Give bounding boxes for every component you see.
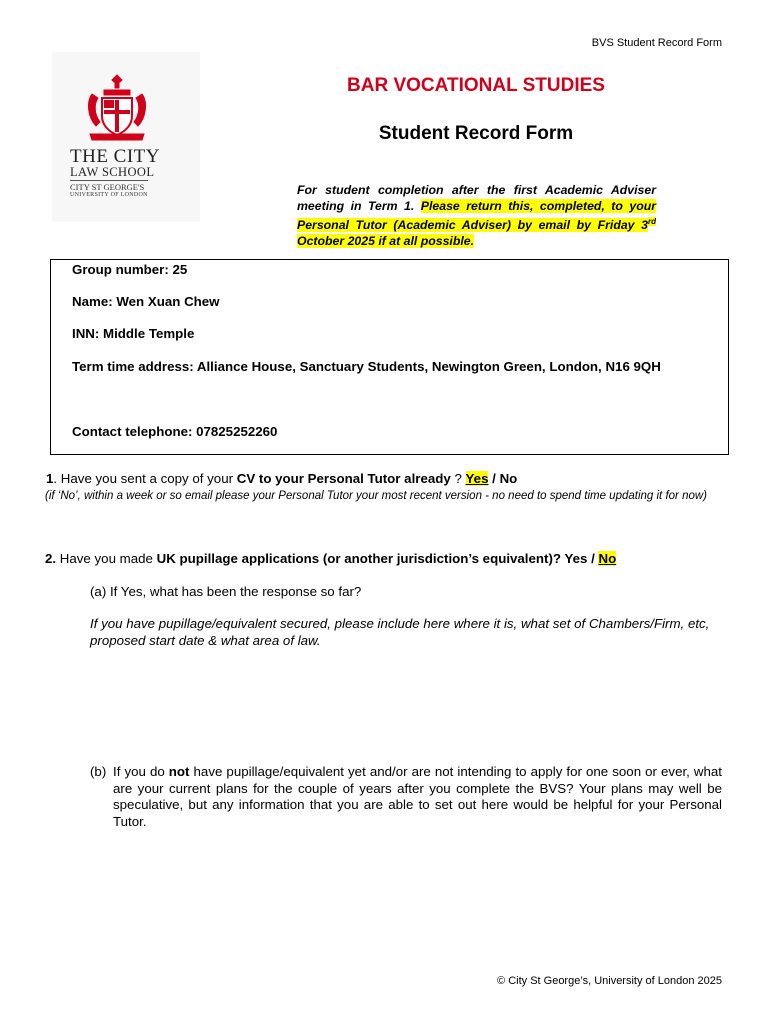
intro-highlight-b: October 2025 if at all possible. xyxy=(297,233,475,248)
q2a-hint: If you have pupillage/equivalent secured, please include here where it is, what set of Chambers/Firm, etc, proposed start date & what area of law. xyxy=(90,616,710,648)
document-subtitle: Student Record Form xyxy=(378,123,574,144)
q2b-text-bold: not xyxy=(168,764,190,779)
group-number-field: Group number: 25 xyxy=(72,262,188,277)
q1-number: 1 xyxy=(46,471,54,486)
q1-answer-no: / No xyxy=(488,471,518,486)
address-field: Term time address: Alliance House, Sanctuary Students, Newington Green, London, N16 9QH xyxy=(72,359,661,374)
q1-note: (if ‘No’, within a week or so email please your Personal Tutor your most recent version - no need to spend time updating it for now) xyxy=(45,490,707,502)
question-1 xyxy=(46,471,517,486)
q2b-text-pre: If you do xyxy=(113,764,169,779)
intro-highlight-a: Please return this, completed, to your Personal Tutor (Academic Adviser) by email by Friday 3 xyxy=(297,198,657,233)
logo-divider xyxy=(70,180,148,181)
footer-copyright: © City St George’s, University of London 2025 xyxy=(497,975,722,987)
student-details-box xyxy=(50,259,729,455)
logo-line-3: CITY ST GEORGE'S xyxy=(70,182,145,192)
header-form-title: BVS Student Record Form xyxy=(591,37,722,49)
intro-instructions xyxy=(297,183,656,249)
name-field: Name: Wen Xuan Chew xyxy=(72,294,220,309)
telephone-field: Contact telephone: 07825252260 xyxy=(72,424,278,439)
logo-line-4: UNIVERSITY OF LONDON xyxy=(70,192,148,198)
q2-text-bold: UK pupillage applications (or another jurisdiction’s equivalent)? xyxy=(156,551,561,566)
logo-line-2: LAW SCHOOL xyxy=(70,165,155,179)
coat-of-arms-icon xyxy=(82,74,152,144)
question-2 xyxy=(45,551,616,566)
intro-sup: rd xyxy=(648,217,656,226)
school-logo xyxy=(52,52,200,222)
q1-text-bold: CV to your Personal Tutor already xyxy=(236,471,451,486)
q2b-text xyxy=(113,764,722,830)
q2a-text: If Yes, what has been the response so far? xyxy=(109,584,362,599)
q2b-label: (b) xyxy=(90,764,107,779)
q2a-label: (a) xyxy=(90,584,107,599)
q2b-text-post: have pupillage/equivalent yet and/or are not intending to apply for one soon or ever, what are your current plans for the couple of years after you complete the BVS? Your plans may well be speculative, but any information that you are able to set out here would be helpful for your Personal Tutor. xyxy=(113,764,722,829)
q2-answer-yes: Yes / xyxy=(561,551,599,566)
q2-answer-no: No xyxy=(598,551,617,566)
q1-answer-yes: Yes xyxy=(465,471,489,486)
q1-text-mid: ? xyxy=(450,471,466,486)
q2-text-pre: Have you made xyxy=(56,551,157,566)
document-title: BAR VOCATIONAL STUDIES xyxy=(347,75,605,96)
q2-number: 2. xyxy=(45,551,57,566)
intro-plain: For student completion after the first Academic Adviser meeting in Term 1. xyxy=(297,183,656,213)
q2-part-b xyxy=(90,764,722,830)
inn-field: INN: Middle Temple xyxy=(72,326,195,341)
logo-line-1: THE CITY xyxy=(70,146,161,167)
q1-text-pre: . Have you sent a copy of your xyxy=(53,471,237,486)
q2-part-a xyxy=(90,584,361,599)
